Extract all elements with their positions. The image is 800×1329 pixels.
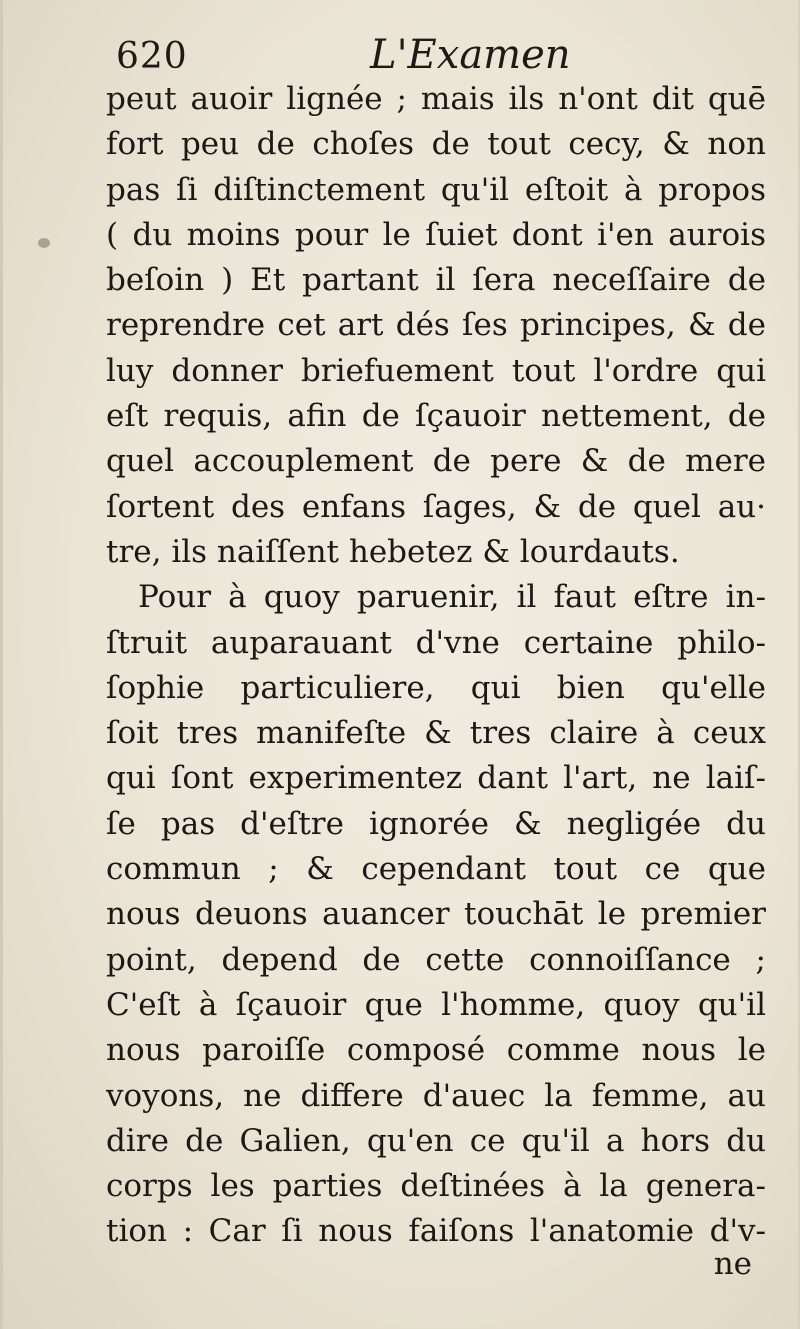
- text-line: eſt requis, afin de ſçauoir nettement, de: [106, 398, 766, 435]
- catchword: ne: [713, 1246, 752, 1282]
- text-line: tion : Car ſi nous faiſons l'anatomie d'v-: [106, 1213, 766, 1250]
- text-line: luy donner briefuement tout l'ordre qui: [106, 352, 766, 389]
- body-text: [106, 77, 766, 1255]
- text-line: Pour à quoy paruenir, il faut eſtre in-: [138, 579, 766, 616]
- running-title: L'Examen: [370, 32, 571, 78]
- ink-blot: [38, 238, 50, 248]
- text-line: ſe pas d'eſtre ignorée & negligée du: [106, 805, 766, 842]
- text-line: pas ſi diſtinctement qu'il eſtoit à propos: [106, 171, 766, 208]
- text-line: dire de Galien, qu'en ce qu'il a hors du: [106, 1122, 766, 1159]
- text-line: nous deuons auancer touchāt le premier: [106, 896, 766, 933]
- text-line: C'eſt à ſçauoir que l'homme, quoy qu'il: [106, 986, 766, 1023]
- text-line: ( du moins pour le ſuiet dont i'en aurois: [106, 216, 766, 253]
- text-line: ſtruit auparauant d'vne certaine philo-: [106, 624, 766, 661]
- text-line: qui ſont experimentez dant l'art, ne laiſ-: [106, 760, 766, 797]
- text-line: fort peu de choſes de tout cecy, & non: [106, 126, 766, 163]
- text-line: voyons, ne differe d'auec la femme, au: [106, 1077, 766, 1114]
- text-line: quel accouplement de pere & de mere: [106, 443, 766, 480]
- text-line: reprendre cet art dés ſes principes, & de: [106, 307, 766, 344]
- page-number: 620: [116, 36, 188, 77]
- text-line: nous paroiſſe composé comme nous le: [106, 1032, 766, 1069]
- text-line: ſoit tres manifeſte & tres claire à ceux: [106, 715, 766, 752]
- text-line: commun ; & cependant tout ce que: [106, 851, 766, 888]
- text-line: tre, ils naiſſent hebetez & lourdauts.: [106, 533, 680, 570]
- text-line: point, depend de cette connoiſſance ;: [106, 941, 766, 978]
- text-line: beſoin ) Et partant il ſera neceſſaire de: [106, 262, 766, 299]
- text-line: corps les parties deſtinées à la genera-: [106, 1168, 766, 1205]
- text-line: ſophie particuliere, qui bien qu'elle: [106, 669, 766, 706]
- text-line: ſortent des enfans ſages, & de quel au·: [106, 488, 766, 525]
- text-line: peut auoir lignée ; mais ils n'ont dit quē: [106, 81, 766, 117]
